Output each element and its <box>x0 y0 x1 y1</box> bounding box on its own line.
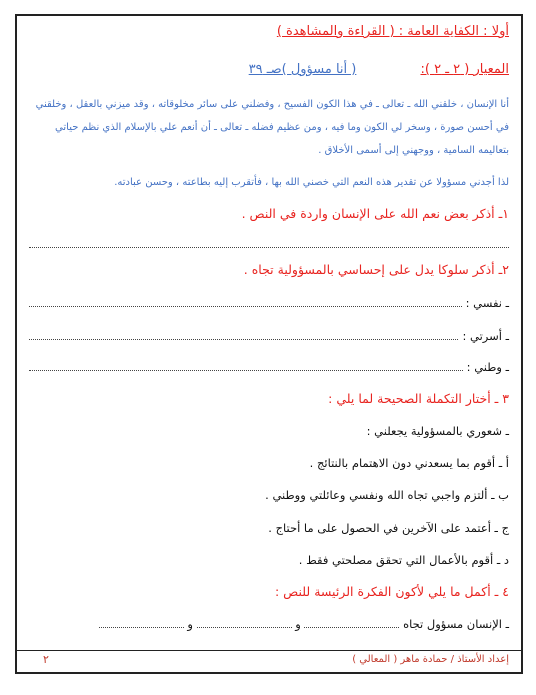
footer-divider <box>17 650 521 651</box>
q2-item-family <box>29 329 509 343</box>
q2-answer-homeland[interactable] <box>29 360 463 371</box>
lesson-reference: ( أنا مسؤول )صـ ٣٩ <box>248 62 357 77</box>
q4-completion-row <box>29 617 509 631</box>
q2-item-homeland <box>29 360 509 374</box>
q3-stem: ـ شعوري بالمسؤولية يجعلني : <box>366 424 509 438</box>
passage-paragraph-2: لذا أجدني مسؤولا عن تقدير هذه النعم التي خصني الله بها ، فأتقرب إليه بطاعته ، وحسن عبادته. <box>114 177 509 188</box>
answer-line-q1[interactable] <box>29 233 509 252</box>
q3-option-b[interactable]: ب ـ ألتزم واجبي تجاه الله ونفسي وعائلتي ووطني . <box>265 488 509 502</box>
passage-paragraph-1: أنا الإنسان ، خلقني الله ـ تعالى ـ في هذا الكون الفسيح ، وفضلني على سائر مخلوقاته ، وقد ميزني بالعقل ، وخلقني في أحسن صورة ، وسخر لي الكون وما فيه ، ومن عظيم فضله ـ تعالى ـ أن أنعم علي بالإسلام الذي نظم حياتي بتعاليمه السامية ، ووجهني إلى أسمى الأخلاق . <box>35 99 509 156</box>
question-4: ٤ ـ أكمل ما يلي لأكون الفكرة الرئيسة للنص : <box>275 584 509 599</box>
page-number: ٢ <box>43 653 49 666</box>
footer-author: إعداد الأستاذ / حمادة ماهر ( المعالي ) <box>352 654 509 665</box>
section-title <box>29 24 509 39</box>
q3-option-d[interactable]: د ـ أقوم بالأعمال التي تحقق مصلحتي فقط . <box>298 553 509 567</box>
question-2: ٢ـ أذكر سلوكا يدل على إحساسي بالمسؤولية تجاه . <box>243 262 509 277</box>
q4-and-1: و <box>295 617 301 631</box>
criterion-row <box>29 62 509 77</box>
q4-blank-3[interactable] <box>99 617 184 628</box>
q4-and-2: و <box>187 617 193 631</box>
dotted-answer-field[interactable] <box>29 237 509 248</box>
worksheet-page <box>15 14 523 674</box>
q2-answer-self[interactable] <box>29 296 462 307</box>
q3-option-a[interactable]: أ ـ أقوم بما يسعدني دون الاهتمام بالنتائج . <box>309 456 509 470</box>
q3-option-c[interactable]: ج ـ أعتمد على الآخرين في الحصول على ما أحتاج . <box>268 521 509 535</box>
q4-blank-2[interactable] <box>197 617 292 628</box>
question-1: ١ـ أذكر بعض نعم الله على الإنسان واردة في النص . <box>241 206 509 221</box>
q2-label-self: ـ نفسي : <box>465 296 509 310</box>
section-title-text: أولا : الكفاية العامة : ( القراءة والمشاهدة ) <box>276 24 509 39</box>
q2-answer-family[interactable] <box>29 329 458 340</box>
q4-blank-1[interactable] <box>304 617 399 628</box>
q4-stem: ـ الإنسان مسؤول تجاه <box>403 617 509 631</box>
criterion-label: المعيار ( ٢ ـ ٢ ): <box>420 62 509 77</box>
q2-label-homeland: ـ وطني : <box>466 360 509 374</box>
q2-item-self <box>29 296 509 310</box>
q2-label-family: ـ أسرتي : <box>462 329 509 343</box>
question-3: ٣ ـ أختار التكملة الصحيحة لما يلي : <box>328 391 509 406</box>
